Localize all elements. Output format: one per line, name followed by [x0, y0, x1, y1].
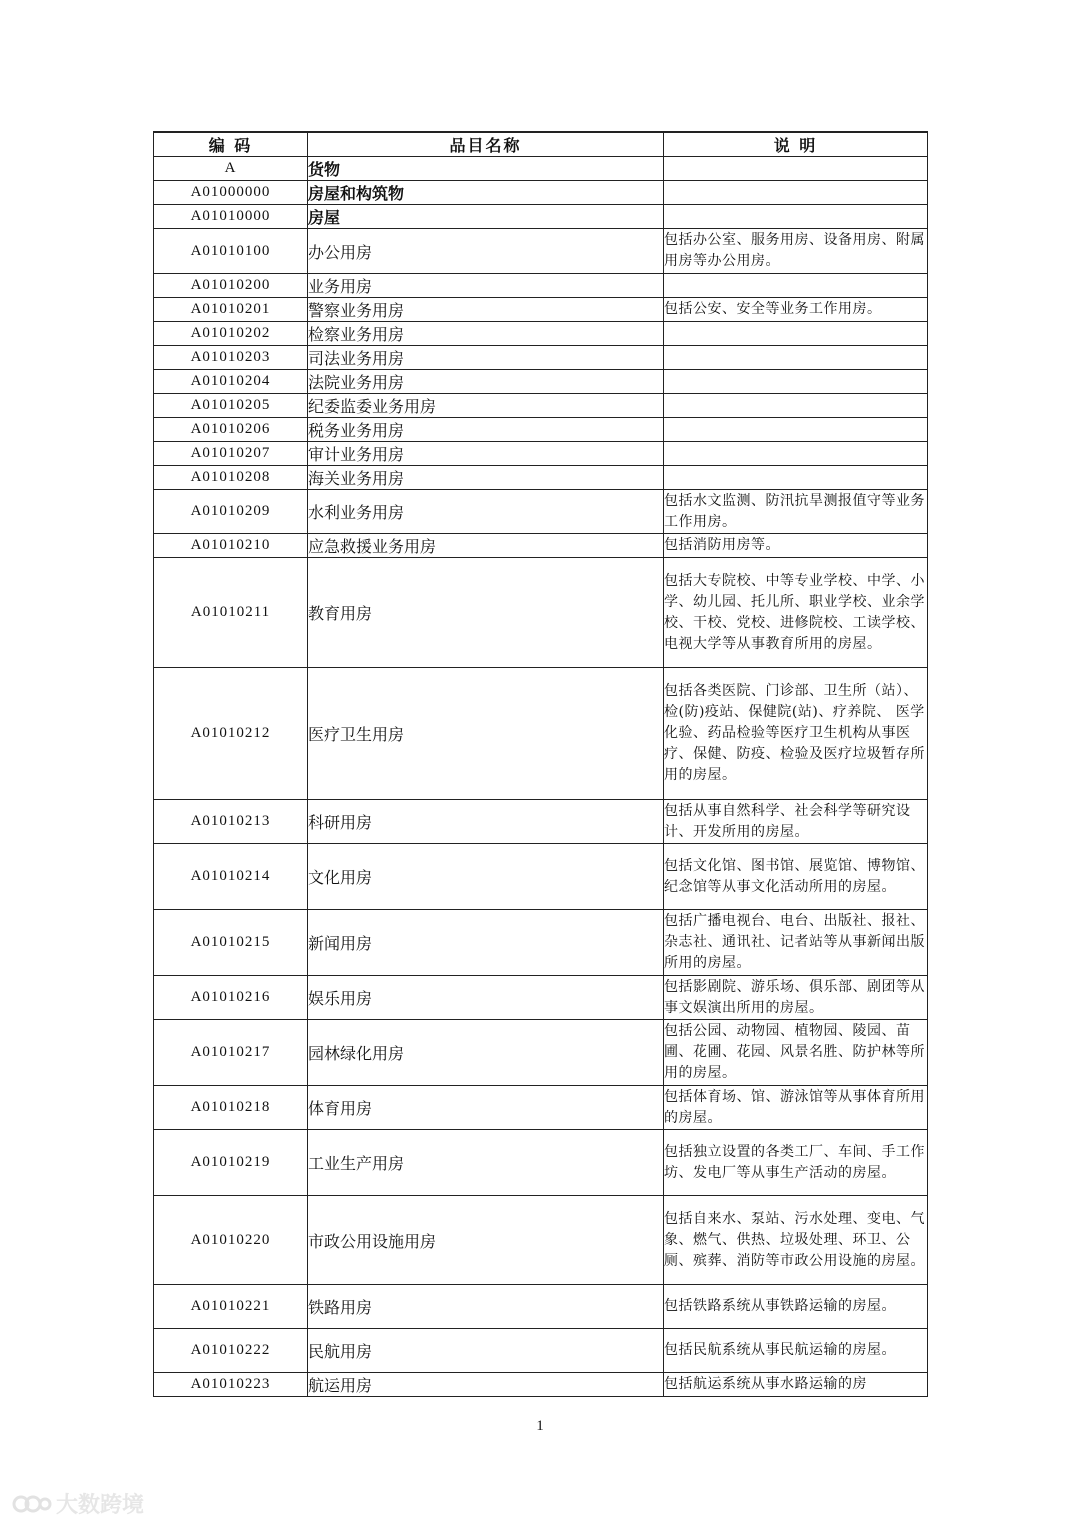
cell-code: A01010213	[154, 800, 308, 844]
cell-name: 海关业务用房	[308, 466, 664, 490]
cell-desc	[664, 394, 928, 418]
cell-code: A01010100	[154, 229, 308, 274]
cell-code: A01010201	[154, 298, 308, 322]
watermark-text: 大数跨境	[56, 1493, 145, 1518]
cell-code: A01010212	[154, 668, 308, 800]
table-row	[154, 346, 928, 370]
table-row	[154, 1285, 928, 1329]
cell-code: A01010203	[154, 346, 308, 370]
category-table	[153, 131, 928, 1397]
cell-desc	[664, 181, 928, 205]
cell-name: 娱乐用房	[308, 976, 664, 1020]
table-row	[154, 1329, 928, 1373]
cell-name: 医疗卫生用房	[308, 668, 664, 800]
cell-name: 水利业务用房	[308, 490, 664, 534]
cell-code: A01010205	[154, 394, 308, 418]
cell-name: 教育用房	[308, 558, 664, 668]
cell-name: 体育用房	[308, 1086, 664, 1130]
cell-code: A01010218	[154, 1086, 308, 1130]
cell-name: 房屋	[308, 205, 664, 229]
watermark-logo-icon	[12, 1492, 52, 1516]
cell-desc: 包括民航系统从事民航运输的房屋。	[664, 1329, 928, 1373]
cell-code: A01010208	[154, 466, 308, 490]
cell-desc	[664, 370, 928, 394]
cell-desc: 包括公安、安全等业务工作用房。	[664, 298, 928, 322]
cell-desc: 包括铁路系统从事铁路运输的房屋。	[664, 1285, 928, 1329]
cell-name: 司法业务用房	[308, 346, 664, 370]
cell-name: 办公用房	[308, 229, 664, 274]
cell-desc: 包括影剧院、游乐场、俱乐部、剧团等从事文娱演出所用的房屋。	[664, 976, 928, 1020]
table-row	[154, 1086, 928, 1130]
cell-name: 航运用房	[308, 1373, 664, 1397]
cell-desc	[664, 442, 928, 466]
cell-code: A01010215	[154, 910, 308, 976]
table-row	[154, 442, 928, 466]
cell-name: 新闻用房	[308, 910, 664, 976]
cell-code: A01000000	[154, 181, 308, 205]
cell-code: A01010207	[154, 442, 308, 466]
cell-desc: 包括水文监测、防汛抗旱测报值守等业务工作用房。	[664, 490, 928, 534]
cell-desc: 包括广播电视台、电台、出版社、报社、杂志社、通讯社、记者站等从事新闻出版所用的房屋。	[664, 910, 928, 976]
table-row	[154, 1130, 928, 1196]
cell-desc	[664, 157, 928, 181]
cell-desc	[664, 346, 928, 370]
table-row	[154, 800, 928, 844]
page-number: 1	[536, 1418, 544, 1434]
table-row	[154, 274, 928, 298]
cell-desc: 包括体育场、馆、游泳馆等从事体育所用的房屋。	[664, 1086, 928, 1130]
table-row	[154, 534, 928, 558]
cell-code: A	[154, 157, 308, 181]
cell-desc: 包括从事自然科学、社会科学等研究设计、开发所用的房屋。	[664, 800, 928, 844]
table-row	[154, 181, 928, 205]
cell-desc	[664, 274, 928, 298]
table-row	[154, 558, 928, 668]
cell-desc	[664, 322, 928, 346]
cell-desc	[664, 418, 928, 442]
cell-name: 工业生产用房	[308, 1130, 664, 1196]
table-row	[154, 157, 928, 181]
cell-code: A01010222	[154, 1329, 308, 1373]
cell-name: 园林绿化用房	[308, 1020, 664, 1086]
cell-code: A01010206	[154, 418, 308, 442]
cell-code: A01010204	[154, 370, 308, 394]
cell-name: 审计业务用房	[308, 442, 664, 466]
header-code: 编 码	[154, 132, 308, 157]
table-row	[154, 1196, 928, 1285]
cell-code: A01010219	[154, 1130, 308, 1196]
header-desc: 说 明	[664, 132, 928, 157]
cell-desc: 包括文化馆、图书馆、展览馆、博物馆、纪念馆等从事文化活动所用的房屋。	[664, 844, 928, 910]
cell-name: 民航用房	[308, 1329, 664, 1373]
cell-code: A01010216	[154, 976, 308, 1020]
table-row	[154, 370, 928, 394]
table-body	[154, 157, 928, 1397]
table-row	[154, 229, 928, 274]
table-row	[154, 322, 928, 346]
cell-code: A01010200	[154, 274, 308, 298]
table-row	[154, 205, 928, 229]
cell-code: A01010209	[154, 490, 308, 534]
table-row	[154, 844, 928, 910]
table-row	[154, 490, 928, 534]
cell-desc: 包括各类医院、门诊部、卫生所（站）、检(防)疫站、保健院(站)、疗养院、 医学化验、药品检验等医疗卫生机构从事医疗、保健、防疫、检验及医疗垃圾暂存所用的房屋。	[664, 668, 928, 800]
cell-code: A01010217	[154, 1020, 308, 1086]
cell-code: A01010211	[154, 558, 308, 668]
table-row	[154, 976, 928, 1020]
cell-name: 纪委监委业务用房	[308, 394, 664, 418]
cell-name: 业务用房	[308, 274, 664, 298]
cell-name: 税务业务用房	[308, 418, 664, 442]
table-row	[154, 910, 928, 976]
cell-desc: 包括独立设置的各类工厂、车间、手工作坊、发电厂等从事生产活动的房屋。	[664, 1130, 928, 1196]
cell-desc: 包括自来水、泵站、污水处理、变电、气象、燃气、供热、垃圾处理、环卫、公厕、殡葬、消防等市政公用设施的房屋。	[664, 1196, 928, 1285]
cell-name: 房屋和构筑物	[308, 181, 664, 205]
cell-code: A01010202	[154, 322, 308, 346]
table-row	[154, 668, 928, 800]
cell-code: A01010221	[154, 1285, 308, 1329]
cell-name: 市政公用设施用房	[308, 1196, 664, 1285]
table-row	[154, 1373, 928, 1397]
cell-name: 科研用房	[308, 800, 664, 844]
cell-code: A01010223	[154, 1373, 308, 1397]
table-row	[154, 298, 928, 322]
cell-name: 货物	[308, 157, 664, 181]
table-header-row	[154, 132, 928, 157]
cell-name: 应急救援业务用房	[308, 534, 664, 558]
table-row	[154, 418, 928, 442]
cell-desc	[664, 205, 928, 229]
cell-desc	[664, 466, 928, 490]
cell-code: A01010214	[154, 844, 308, 910]
cell-desc: 包括办公室、服务用房、设备用房、附属用房等办公用房。	[664, 229, 928, 274]
table-row	[154, 1020, 928, 1086]
cell-name: 法院业务用房	[308, 370, 664, 394]
cell-desc: 包括航运系统从事水路运输的房	[664, 1373, 928, 1397]
table-row	[154, 466, 928, 490]
cell-name: 铁路用房	[308, 1285, 664, 1329]
cell-code: A01010210	[154, 534, 308, 558]
cell-desc: 包括公园、动物园、植物园、陵园、苗圃、花圃、花园、风景名胜、防护林等所用的房屋。	[664, 1020, 928, 1086]
cell-desc: 包括消防用房等。	[664, 534, 928, 558]
watermark	[12, 1488, 144, 1519]
cell-code: A01010220	[154, 1196, 308, 1285]
cell-name: 警察业务用房	[308, 298, 664, 322]
header-name: 品目名称	[308, 132, 664, 157]
table-row	[154, 394, 928, 418]
cell-code: A01010000	[154, 205, 308, 229]
cell-name: 检察业务用房	[308, 322, 664, 346]
cell-name: 文化用房	[308, 844, 664, 910]
cell-desc: 包括大专院校、中等专业学校、中学、小学、幼儿园、托儿所、职业学校、业余学校、干校、党校、进修院校、工读学校、电视大学等从事教育所用的房屋。	[664, 558, 928, 668]
